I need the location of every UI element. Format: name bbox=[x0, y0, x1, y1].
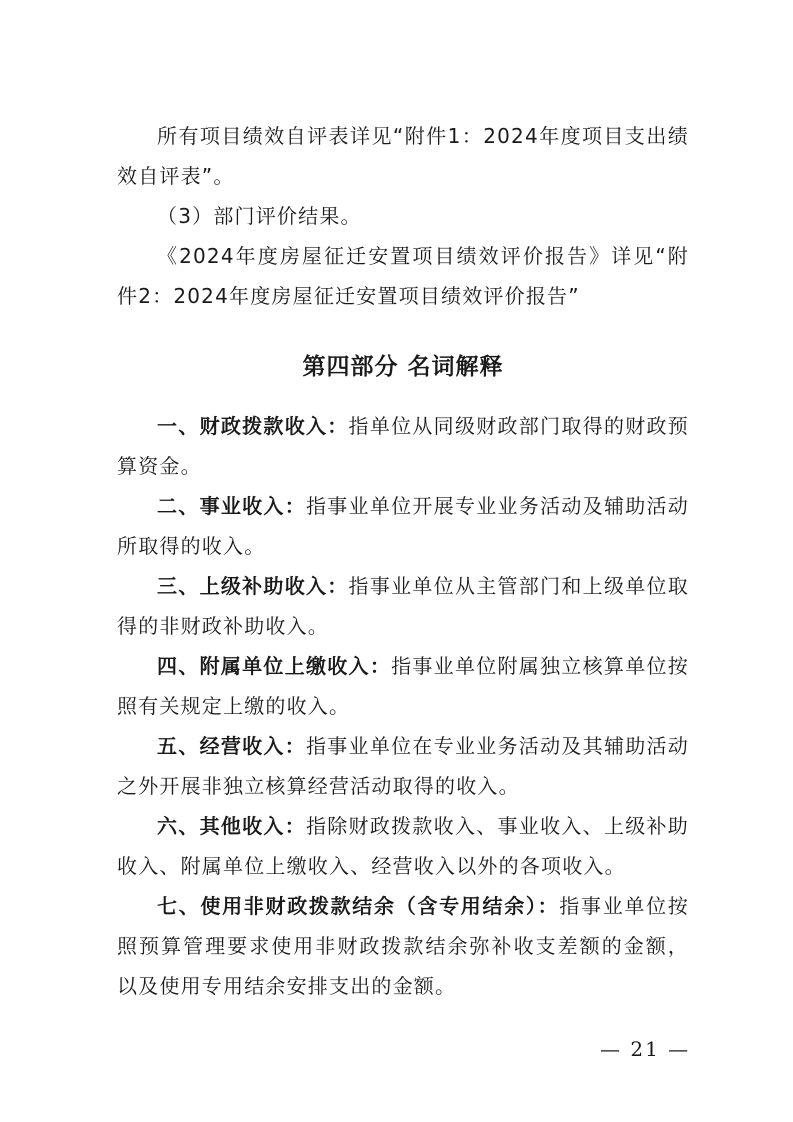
definition-term: 三、上级补助收入： bbox=[157, 574, 349, 598]
definition-item bbox=[117, 566, 689, 646]
document-page bbox=[117, 116, 689, 998]
definitions-list bbox=[117, 406, 689, 1006]
definition-item bbox=[117, 486, 689, 566]
definition-term: 七、使用非财政拨款结余（含专用结余）： bbox=[157, 894, 560, 918]
definition-term: 一、财政拨款收入： bbox=[157, 414, 349, 438]
definition-item bbox=[117, 886, 689, 1006]
intro-paragraph-1: 所有项目绩效自评表详见“附件1：2024年度项目支出绩效自评表”。 bbox=[117, 124, 689, 188]
definition-item bbox=[117, 406, 689, 486]
definition-text: 指事业单位在专业业务活动及其辅助活动之外开展非独立核算经营活动取得的收入。 bbox=[117, 734, 689, 798]
definition-term: 四、附属单位上缴收入： bbox=[157, 654, 392, 678]
section-title: 第四部分 名词解释 bbox=[302, 353, 504, 380]
page-number: — 21 — bbox=[600, 1037, 691, 1061]
definition-term: 六、其他收入： bbox=[157, 814, 306, 838]
definition-text: 指单位从同级财政部门取得的财政预算资金。 bbox=[117, 414, 689, 478]
definition-item bbox=[117, 726, 689, 806]
definition-text: 指事业单位从主管部门和上级单位取得的非财政补助收入。 bbox=[117, 574, 689, 638]
definition-text: 指除财政拨款收入、事业收入、上级补助收入、附属单位上缴收入、经营收入以外的各项收入。 bbox=[117, 814, 689, 878]
definition-item bbox=[117, 646, 689, 726]
intro-paragraph-2: （3）部门评价结果。 bbox=[157, 204, 362, 228]
definition-text: 指事业单位附属独立核算单位按照有关规定上缴的收入。 bbox=[117, 654, 689, 718]
definition-term: 五、经营收入： bbox=[157, 734, 306, 758]
definition-item bbox=[117, 806, 689, 886]
definition-term: 二、事业收入： bbox=[157, 494, 306, 518]
definition-text: 指事业单位开展专业业务活动及辅助活动所取得的收入。 bbox=[117, 494, 689, 558]
definition-text: 指事业单位按照预算管理要求使用非财政拨款结余弥补收支差额的金额，以及使用专用结余安排支出的金额。 bbox=[117, 894, 689, 998]
intro-paragraph-3: 《2024年度房屋征迁安置项目绩效评价报告》详见“附件2：2024年度房屋征迁安置项目绩效评价报告” bbox=[117, 244, 689, 308]
